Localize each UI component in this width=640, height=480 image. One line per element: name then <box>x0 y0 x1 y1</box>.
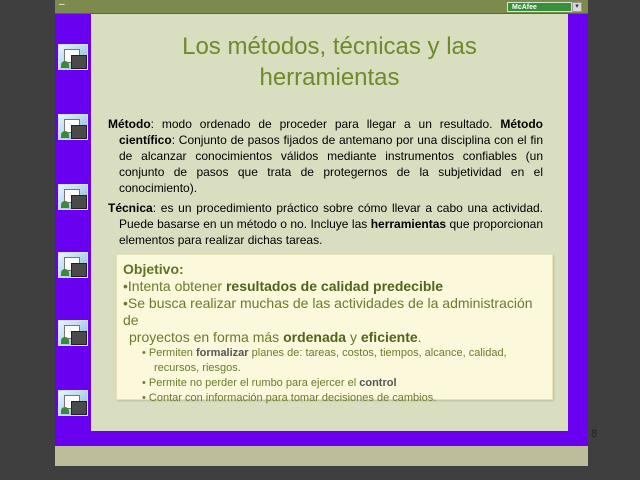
plant-icon <box>61 337 69 344</box>
paragraph-metodo <box>108 116 543 196</box>
slide-title-line-2: herramientas <box>259 64 400 91</box>
monitor-icon <box>71 331 87 345</box>
definition-metodo-cientifico: : Conjunto de pasos fijados de antemano por una disciplina con el fin de alcanzar conocimientos válidos mediante instrumentos confiables (un conjunto de pasos que trata de protegernos de la subjetividad en el conocimiento). <box>119 133 543 195</box>
title-bar <box>55 0 588 14</box>
objetivo-item-2-ordenada: ordenada <box>283 329 347 345</box>
slide-thumbnail-2[interactable] <box>58 114 88 140</box>
definition-tecnica-end: que proporcionan elementos para realizar dichas tareas. <box>119 217 543 247</box>
term-metodo-cientifico: Método científico <box>119 117 543 147</box>
sub-item-1-pre: • Permiten <box>142 347 193 359</box>
monitor-icon <box>71 401 87 415</box>
slide-thumbnail-4[interactable] <box>58 252 88 278</box>
sub-item-2-pre: • Permite no perder el rumbo para ejercer el <box>142 377 357 389</box>
term-herramientas: herramientas <box>370 217 447 231</box>
objetivo-item-2-cont <box>123 329 546 346</box>
objetivo-item-2-eficiente: eficiente <box>360 329 418 345</box>
presentation-window <box>55 0 598 466</box>
bottom-purple-border <box>55 431 588 446</box>
slide-title <box>91 31 568 93</box>
objetivo-box <box>116 254 553 404</box>
objetivo-item-1-text: •Intenta obtener <box>123 278 223 294</box>
monitor-icon <box>71 263 87 277</box>
slide-thumbnail-1[interactable] <box>58 44 88 70</box>
definition-tecnica: : es un procedimiento práctico sobre cómo llevar a cabo una actividad. Puede basarse en un método o no. Incluye las <box>119 201 543 231</box>
definition-metodo: : modo ordenado de proceder para llegar a un resultado. <box>150 117 493 131</box>
sub-item-1-bold: formalizar <box>196 347 249 359</box>
objetivo-item-1 <box>123 278 546 295</box>
objetivo-item-2-y: y <box>349 329 357 345</box>
plant-icon <box>61 61 69 68</box>
objetivo-item-1-bold: resultados de calidad predecible <box>225 278 444 294</box>
mcafee-toolbar-button[interactable]: McAfee <box>507 2 572 12</box>
plant-icon <box>61 269 69 276</box>
plant-icon <box>61 201 69 208</box>
slide-thumbnail-6[interactable] <box>58 390 88 416</box>
objetivo-item-2-period: . <box>417 329 422 345</box>
objetivo-sub-item-2 <box>123 376 546 391</box>
slide-thumbnail-3[interactable] <box>58 184 88 210</box>
mcafee-dropdown-icon[interactable]: ▾ <box>572 2 582 12</box>
objetivo-item-2-text: proyectos en forma más <box>129 329 280 345</box>
slide-body <box>108 116 543 252</box>
plant-icon <box>61 131 69 138</box>
right-purple-border <box>568 14 588 446</box>
term-tecnica: Técnica <box>108 201 153 215</box>
sub-item-2-bold: control <box>359 377 397 389</box>
bottom-bar <box>55 446 588 466</box>
slide-title-line-1: Los métodos, técnicas y las <box>182 33 477 60</box>
objetivo-heading: Objetivo: <box>123 261 184 277</box>
left-purple-border <box>55 14 91 446</box>
objetivo-item-2: •Se busca realizar muchas de las actividades de la administración de <box>123 295 533 328</box>
minimize-indicator[interactable]: – <box>59 0 65 10</box>
term-metodo: Método <box>108 117 151 131</box>
plant-icon <box>61 407 69 414</box>
monitor-icon <box>71 195 87 209</box>
monitor-icon <box>71 55 87 69</box>
sub-item-1-post: planes de: tareas, costos, tiempos, alcance, calidad, recursos, riesgos. <box>154 347 507 374</box>
page-number: 8 <box>591 428 598 440</box>
paragraph-tecnica <box>108 200 543 248</box>
slide-thumbnail-5[interactable] <box>58 320 88 346</box>
objetivo-sub-item-3: • Contar con información para tomar decisiones de cambios. <box>142 392 437 404</box>
monitor-icon <box>71 125 87 139</box>
objetivo-sub-item-1 <box>123 346 546 376</box>
slide-canvas <box>91 14 598 440</box>
